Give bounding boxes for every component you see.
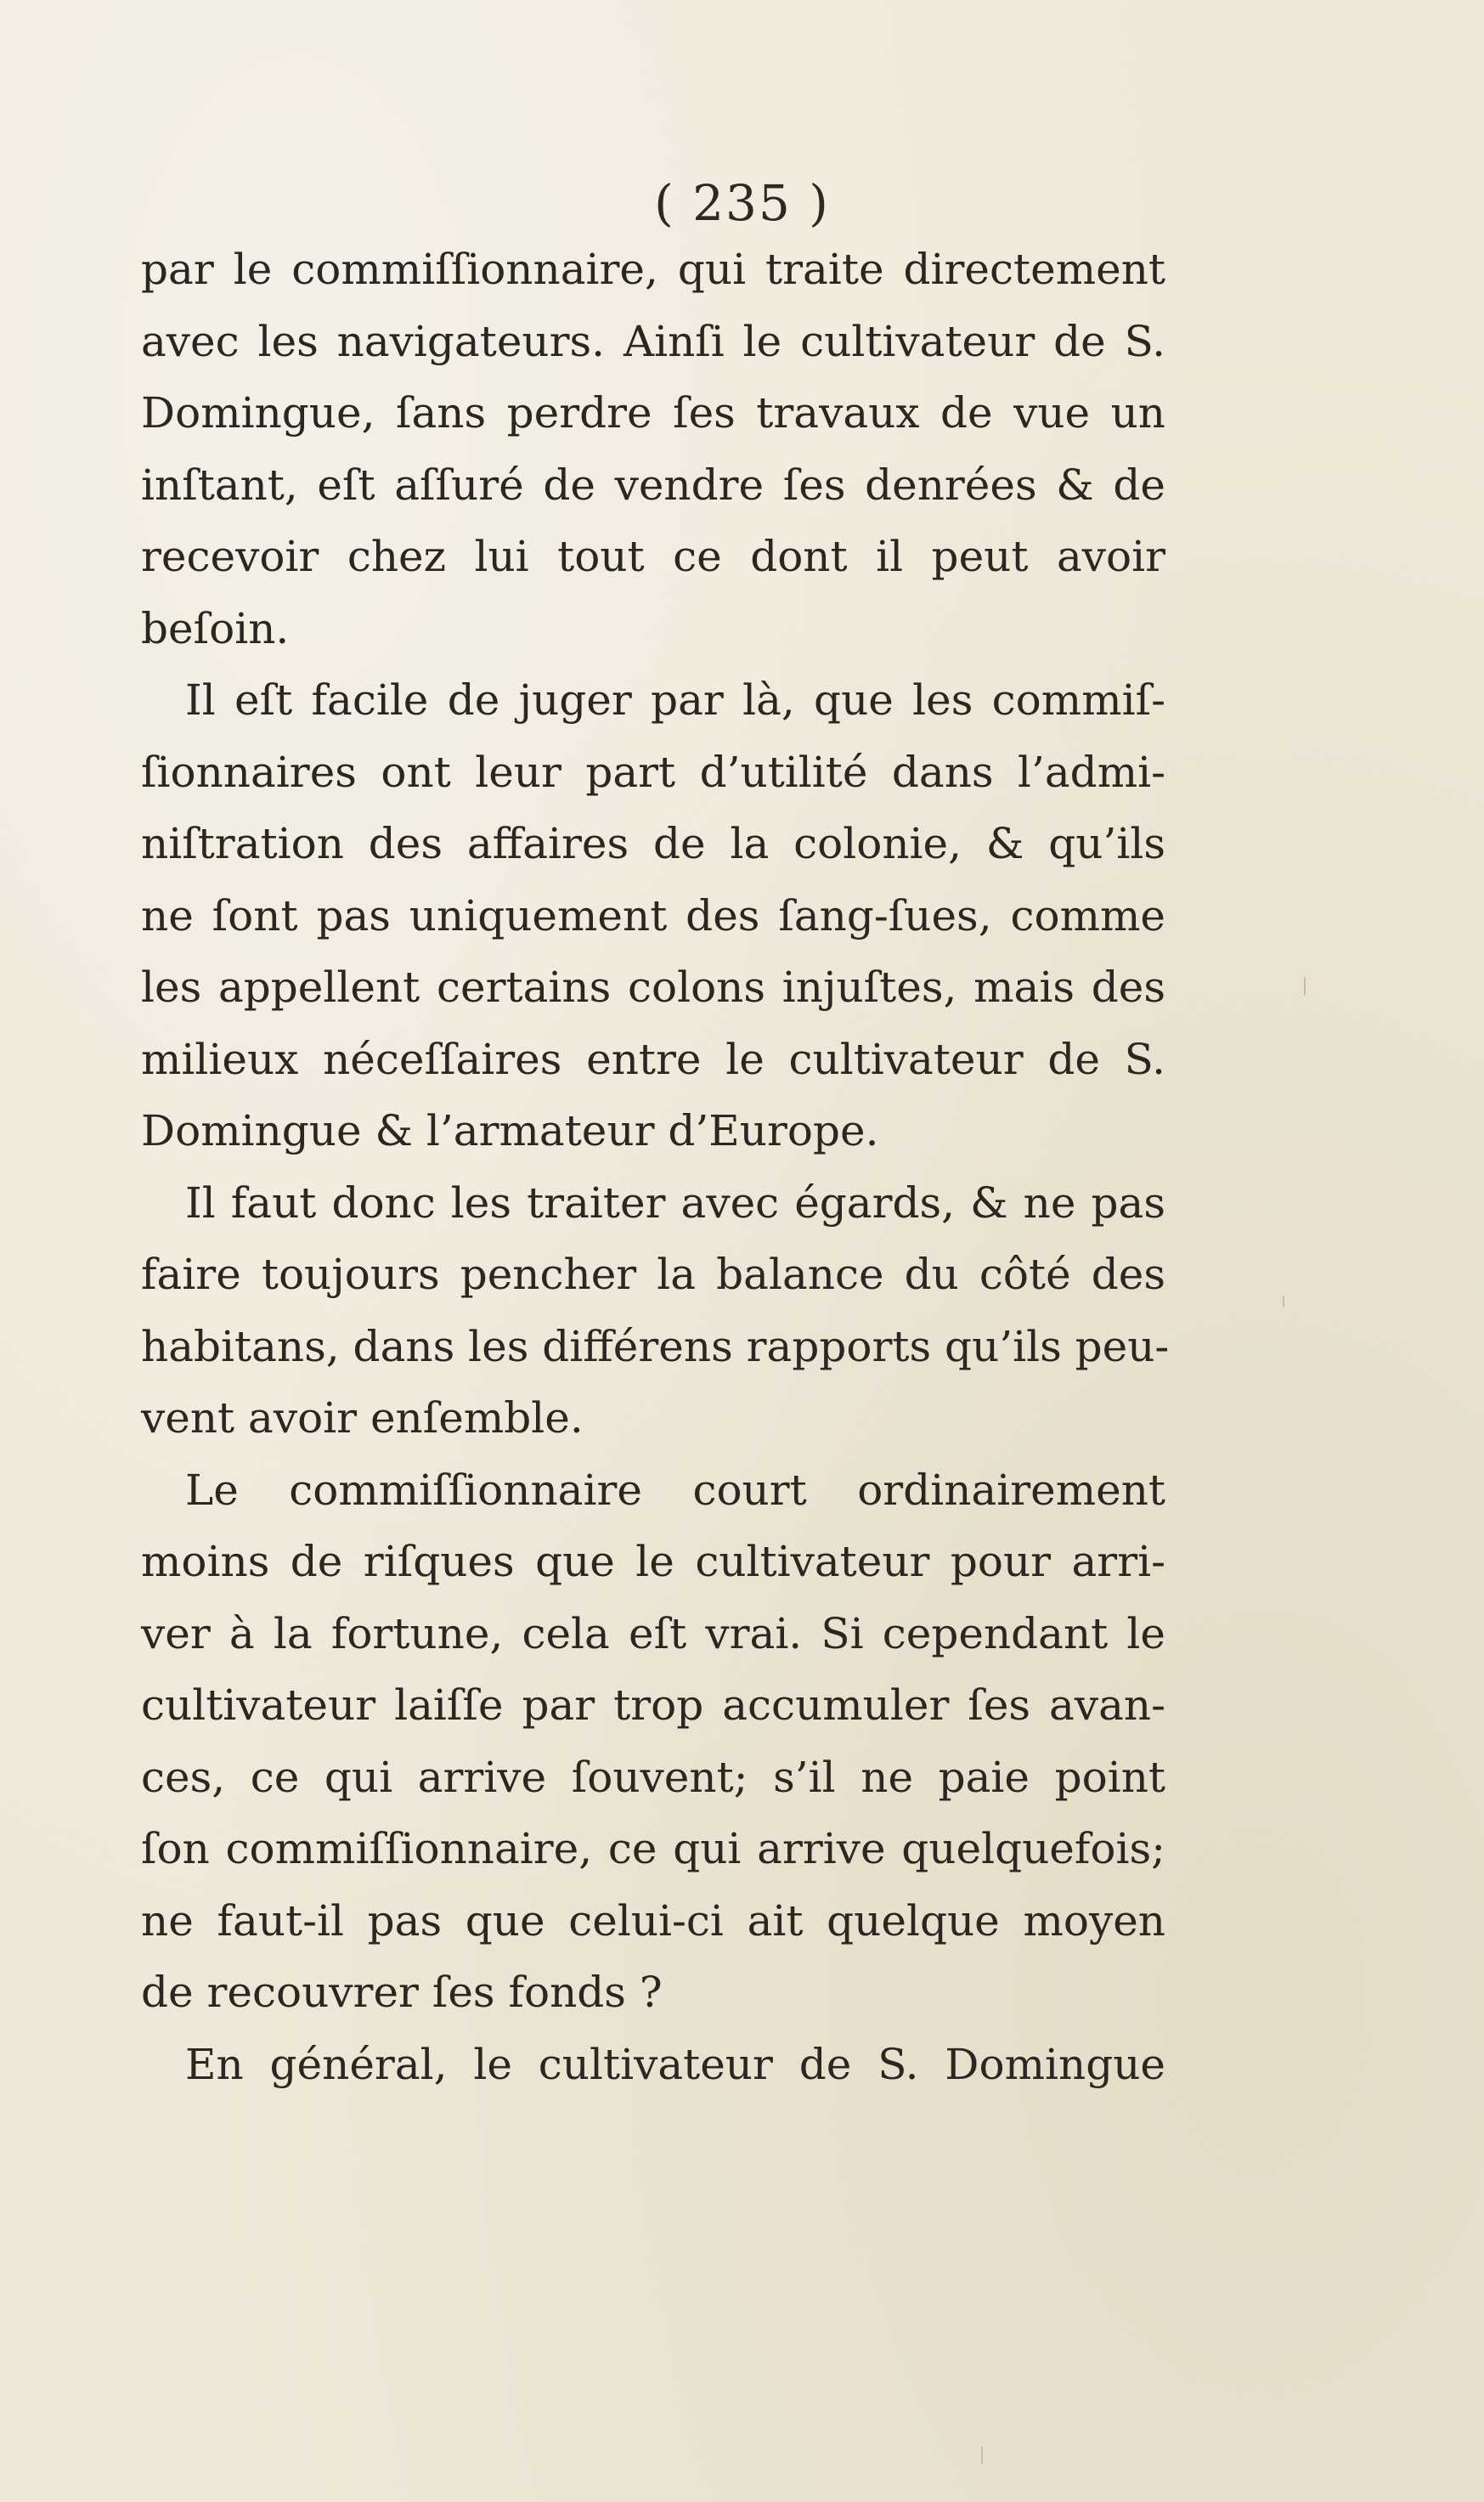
page-number: ( 235 ) [654, 174, 830, 232]
paragraph-start-line: En général, le cultivateur de S. Domingue [185, 2039, 1165, 2089]
text-line: beſoin. [141, 603, 290, 653]
paper-mark [1304, 977, 1306, 996]
text-line: faire toujours pencher la balance du côté des [141, 1250, 1165, 1299]
text-line: les appellent certains colons injuſtes, mais des [141, 963, 1165, 1012]
text-line: milieux néceſſaires entre le cultivateur de S. [141, 1034, 1165, 1084]
text-line: ſon commiſſionnaire, ce qui arrive quelquefois; [141, 1824, 1165, 1873]
text-line: ſionnaires ont leur part d’utilité dans l’admi- [141, 747, 1165, 797]
paragraph-start-line: Il faut donc les traiter avec égards, & ne pas [185, 1178, 1165, 1228]
text-line: recevoir chez lui tout ce dont il peut avoir [141, 532, 1165, 581]
text-line: vent avoir enſemble. [141, 1393, 584, 1443]
text-line: habitans, dans les différens rapports qu’ils peu- [141, 1321, 1170, 1371]
text-line: ces, ce qui arrive ſouvent; s’il ne paie point [141, 1752, 1165, 1802]
text-line: par le commiſſionnaire, qui traite directement [141, 245, 1165, 294]
paper-mark [1283, 1296, 1284, 1307]
paragraph-start-line: Il eſt facile de juger par là, que les commiſ- [185, 675, 1165, 725]
text-line: ne faut-il pas que celui-ci ait quelque moyen [141, 1895, 1165, 1946]
text-line: Domingue, ſans perdre ſes travaux de vue un [141, 388, 1165, 438]
body-text [141, 234, 1170, 2100]
paper-mark [981, 2447, 983, 2464]
text-line: ver à la fortune, cela eſt vrai. Si cependant le [141, 1608, 1165, 1658]
text-line: cultivateur laiſſe par trop accumuler ſes avan- [141, 1680, 1165, 1730]
text-line: Domingue & l’armateur d’Europe. [141, 1106, 879, 1155]
text-line: ne ſont pas uniquement des ſang-ſues, comme [141, 890, 1165, 940]
text-line: avec les navigateurs. Ainſi le cultivateur de S. [141, 316, 1165, 366]
text-line: niſtration des affaires de la colonie, & qu’ils [141, 819, 1165, 868]
text-line: moins de riſques que le cultivateur pour arri- [141, 1537, 1165, 1586]
paragraph-start-line: Le commiſſionnaire court ordinairement [185, 1465, 1165, 1515]
text-line: de recouvrer ſes fonds ? [141, 1968, 663, 2017]
text-line: inſtant, eſt aſſuré de vendre ſes denrées & de [141, 460, 1165, 510]
